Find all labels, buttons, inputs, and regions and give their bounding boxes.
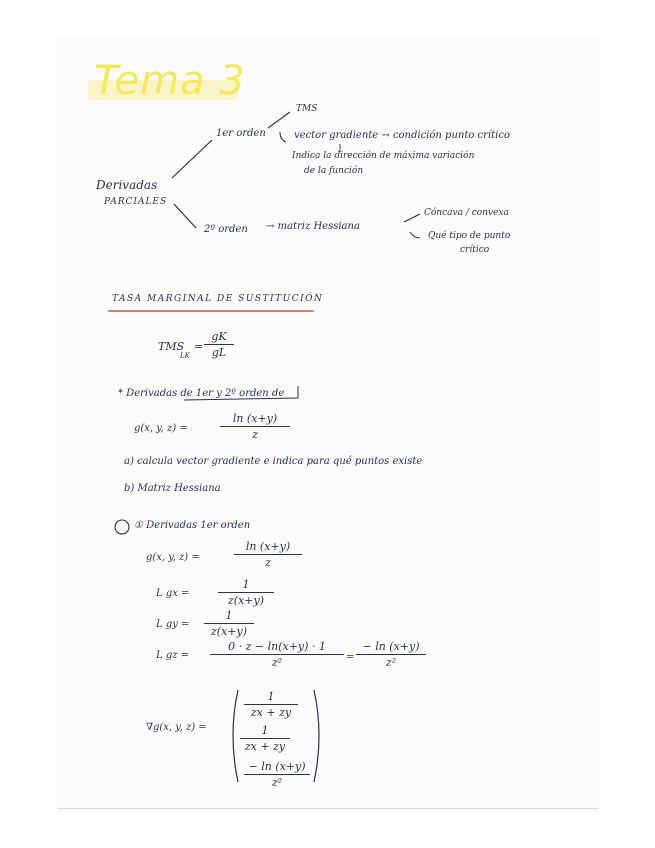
concave-label: Cóncava / convexa: [424, 208, 509, 218]
branch-line-critical: [410, 232, 420, 238]
gradient-component-2-denominator: zx + zy: [244, 740, 286, 753]
tms-fraction-denominator: gL: [211, 346, 227, 359]
exercise-intro: * Derivadas de 1er y 2º orden de: [118, 388, 285, 399]
solution-function-denominator: z: [265, 556, 271, 569]
gradient-component-3-denominator: z²: [271, 776, 283, 789]
tms-formula-equals: =: [194, 340, 204, 353]
gradient-component-2-numerator: 1: [261, 724, 269, 737]
partial-gz-numerator: 0 · z − ln(x+y) · 1: [228, 640, 326, 653]
gradient-component-1-numerator: 1: [267, 690, 275, 703]
branch-line-tms: [268, 112, 290, 128]
section-title-underline: [108, 310, 314, 312]
exercise-function-numerator: ln (x+y): [232, 412, 278, 425]
gradient-vector-lhs: ∇g(x, y, z) =: [146, 722, 207, 733]
tms-label: TMS: [296, 104, 318, 114]
section-title: TASA MARGINAL DE SUSTITUCIÓN: [112, 294, 324, 304]
exercise-function-fraction: [220, 412, 290, 441]
page-title: Tema 3: [94, 58, 246, 104]
solution-heading: ① Derivadas 1er orden: [134, 520, 251, 531]
gradient-component-1-denominator: zx + zy: [250, 706, 292, 719]
page-bottom-edge: [58, 808, 598, 809]
tms-fraction-numerator: gK: [211, 330, 227, 343]
step-number-circle: [115, 520, 129, 534]
exercise-function-lhs: g(x, y, z) =: [134, 423, 188, 434]
partial-gz-result-numerator: − ln (x+y): [362, 640, 420, 653]
diagram-root-label: Derivadas: [96, 178, 158, 192]
gradient-note-line2: de la función: [304, 166, 364, 176]
partial-gx-fraction: [218, 578, 274, 607]
partial-gz-result-denominator: z²: [385, 656, 397, 669]
exercise-item-b: b) Matriz Hessiana: [124, 483, 221, 494]
gradient-vector-component-2: [240, 724, 290, 753]
hessian-label: → matriz Hessiana: [266, 221, 360, 232]
first-order-label: 1er orden: [216, 128, 266, 139]
diagram-root-sublabel: PARCIALES: [104, 197, 168, 207]
partial-gz-fraction: [210, 640, 344, 669]
gradient-component-3-numerator: − ln (x+y): [248, 760, 306, 773]
partial-gx-numerator: 1: [242, 578, 250, 591]
branch-line-second-order: [174, 204, 196, 228]
branch-line-first-order: [172, 140, 212, 178]
solution-function-lhs: g(x, y, z) =: [146, 552, 200, 563]
gradient-note-line1: Indica la dirección de máxima variación: [292, 151, 475, 161]
partial-gz-denominator: z²: [271, 656, 283, 669]
partial-gx-label: L gx =: [156, 588, 190, 599]
tms-formula-subscript: LK: [180, 352, 190, 360]
partial-gz-equals: =: [346, 652, 355, 663]
critical-type-line1: Qué tipo de punto: [428, 231, 511, 241]
vector-left-bracket: [233, 690, 238, 782]
solution-function-numerator: ln (x+y): [245, 540, 291, 553]
partial-gz-label: L gz =: [156, 650, 190, 661]
partial-gy-numerator: 1: [225, 609, 233, 622]
vector-right-bracket: [314, 690, 319, 782]
exercise-function-denominator: z: [252, 428, 258, 441]
second-order-label: 2º orden: [204, 224, 248, 235]
partial-gy-fraction: [204, 609, 254, 638]
branch-line-gradient: [280, 132, 286, 142]
solution-function-fraction: [234, 540, 302, 569]
gradient-label: vector gradiente → condición punto crítico: [294, 130, 510, 141]
tms-fraction: [204, 330, 234, 359]
branch-line-concave: [404, 214, 420, 222]
partial-gz-result-fraction: [356, 640, 426, 669]
exercise-item-a: a) calcula vector gradiente e indica para qué puntos existe: [124, 456, 423, 467]
partial-gx-denominator: z(x+y): [227, 594, 264, 607]
partial-gy-denominator: z(x+y): [210, 625, 247, 638]
partial-gy-label: L gy =: [156, 619, 190, 630]
tms-formula-lhs: TMS: [158, 340, 185, 353]
gradient-vector-component-1: [244, 690, 298, 719]
gradient-vector-component-3: [244, 760, 310, 789]
critical-type-line2: crítico: [460, 245, 490, 255]
